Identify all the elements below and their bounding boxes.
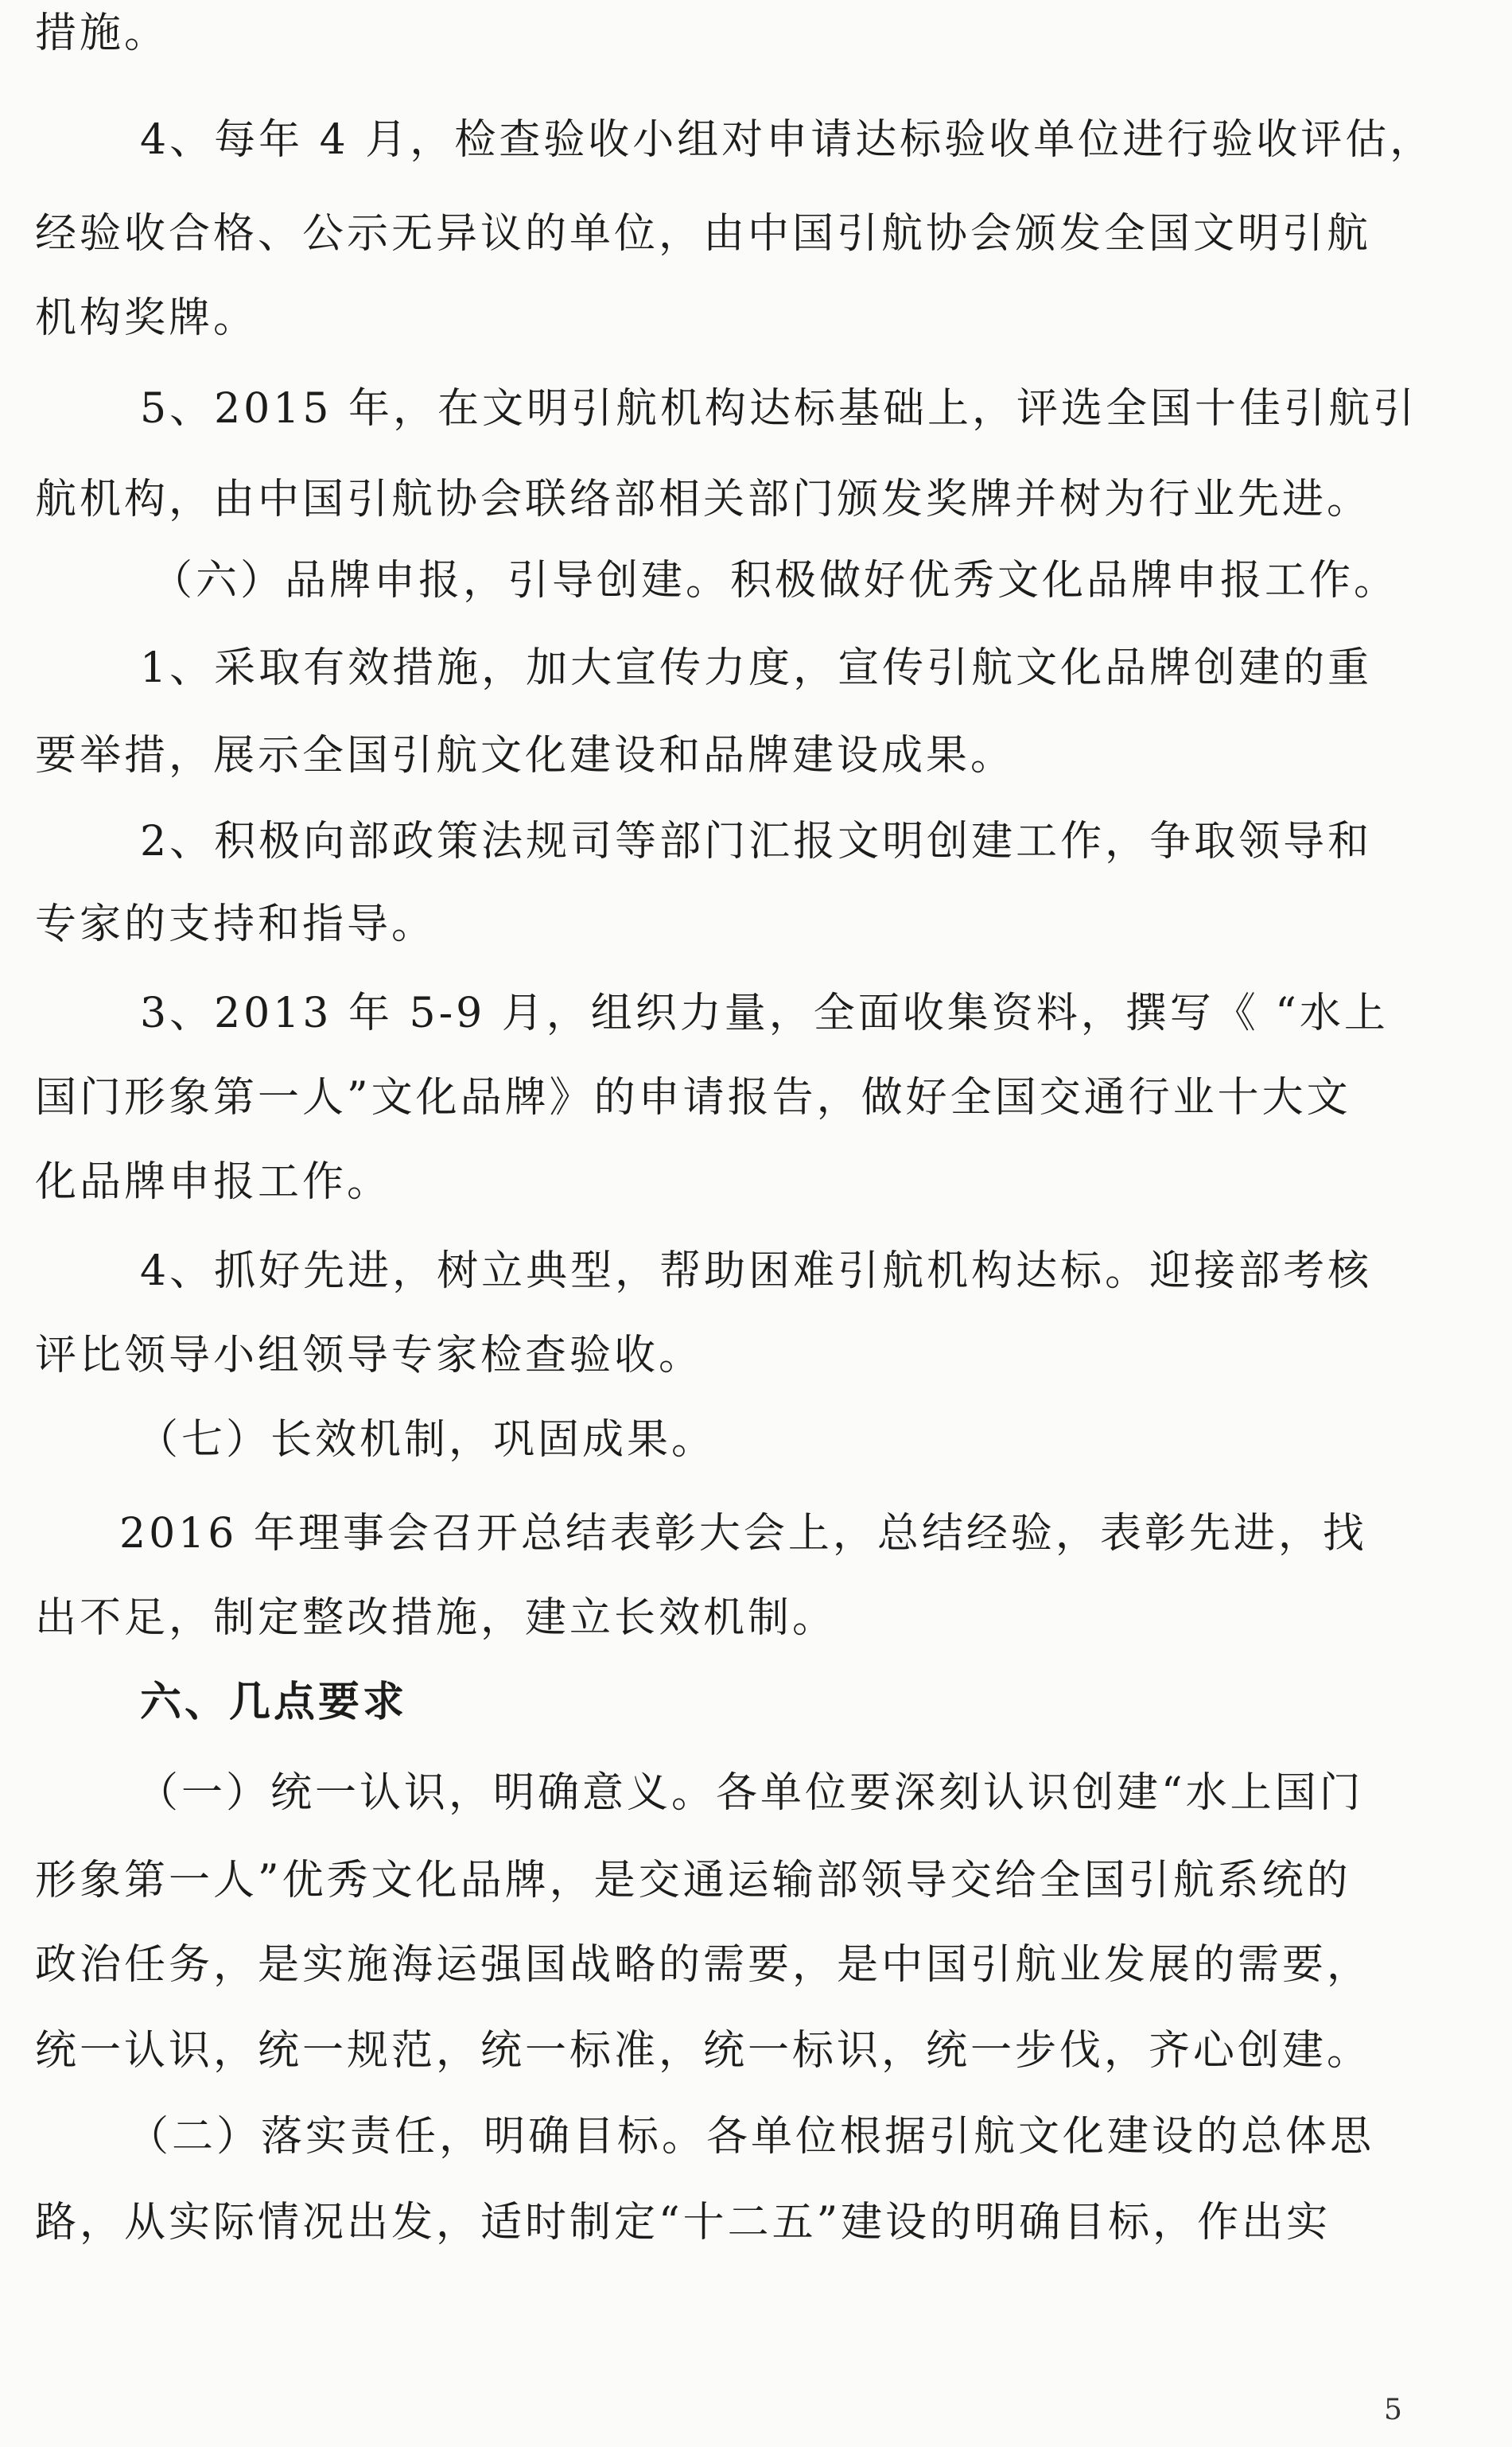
text-line: 要举措，展示全国引航文化建设和品牌建设成果。 bbox=[35, 732, 1016, 780]
section-heading: （六）品牌申报，引导创建。积极做好优秀文化品牌申报工作。 bbox=[151, 557, 1399, 605]
section-heading: （一）统一认识，明确意义。各单位要深刻认识创建“水上国门 bbox=[137, 1769, 1364, 1817]
text-line: 5、2015 年，在文明引航机构达标基础上，评选全国十佳引航引 bbox=[140, 385, 1417, 433]
text-line: 机构奖牌。 bbox=[35, 294, 258, 342]
text-line: 措施。 bbox=[35, 10, 169, 57]
text-line: 2016 年理事会召开总结表彰大会上，总结经验，表彰先进，找 bbox=[119, 1510, 1367, 1558]
text-line: 国门形象第一人”文化品牌》的申请报告，做好全国交通行业十大文 bbox=[35, 1074, 1351, 1122]
section-heading: （二）落实责任，明确目标。各单位根据引航文化建设的总体思 bbox=[127, 2113, 1375, 2161]
text-line: 政治任务，是实施海运强国战略的需要，是中国引航业发展的需要， bbox=[35, 1941, 1372, 1989]
text-line: 形象第一人”优秀文化品牌，是交通运输部领导交给全国引航系统的 bbox=[35, 1857, 1351, 1904]
text-line: 4、抓好先进，树立典型，帮助困难引航机构达标。迎接部考核 bbox=[140, 1247, 1373, 1295]
text-line: 评比领导小组领导专家检查验收。 bbox=[35, 1332, 704, 1379]
text-line: 1、采取有效措施，加大宣传力度，宣传引航文化品牌创建的重 bbox=[140, 644, 1373, 692]
text-line: 3、2013 年 5-9 月，组织力量，全面收集资料，撰写《 “水上 bbox=[140, 990, 1389, 1037]
text-line: 2、积极向部政策法规司等部门汇报文明创建工作，争取领导和 bbox=[140, 818, 1373, 866]
text-line: 统一认识，统一规范，统一标准，统一标识，统一步伐，齐心创建。 bbox=[35, 2027, 1372, 2075]
text-line: 专家的支持和指导。 bbox=[35, 901, 437, 948]
section-heading: （七）长效机制，巩固成果。 bbox=[137, 1416, 717, 1464]
text-line: 路，从实际情况出发，适时制定“十二五”建设的明确目标，作出实 bbox=[35, 2199, 1331, 2247]
text-line: 出不足，制定整改措施，建立长效机制。 bbox=[35, 1594, 838, 1642]
text-line: 4、每年 4 月，检查验收小组对申请达标验收单位进行验收评估， bbox=[140, 116, 1435, 164]
page-number: 5 bbox=[1384, 2394, 1402, 2426]
text-line: 航机构，由中国引航协会联络部相关部门颁发奖牌并树为行业先进。 bbox=[35, 476, 1372, 523]
text-line: 经验收合格、公示无异议的单位，由中国引航协会颁发全国文明引航 bbox=[35, 210, 1372, 258]
text-line: 化品牌申报工作。 bbox=[35, 1158, 392, 1206]
chapter-heading: 六、几点要求 bbox=[140, 1678, 408, 1726]
